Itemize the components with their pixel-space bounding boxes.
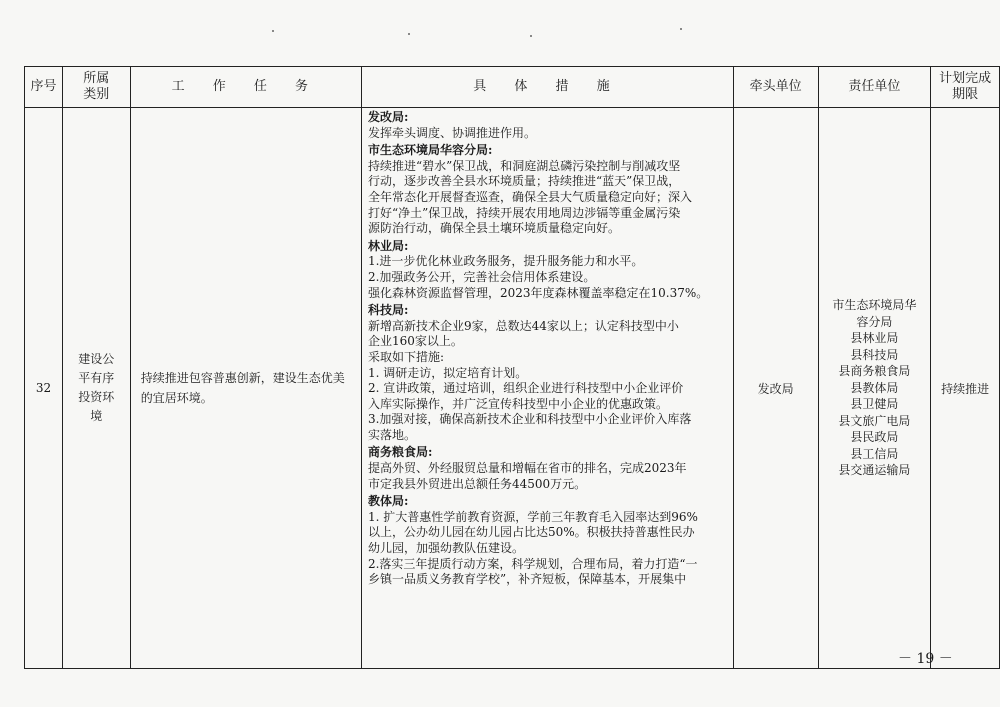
measure-line: 1. 扩大普惠性学前教育资源，学前三年教育毛入园率达到96%	[367, 509, 698, 524]
measure-line: 实落地。	[367, 427, 416, 442]
scan-speck	[272, 30, 274, 32]
responsible-unit: 县商务粮食局	[838, 364, 911, 379]
header-responsible-unit: 责任单位	[818, 67, 931, 108]
measure-heading: 商务粮食局:	[367, 445, 433, 460]
header-lead-unit: 牵头单位	[733, 67, 818, 108]
header-measures	[361, 67, 733, 108]
measure-line: 行动，逐步改善全县水环境质量；持续推进“蓝天”保卫战，	[367, 174, 681, 189]
category-line: 建设公	[78, 352, 115, 366]
measure-line: 以上，公办幼儿园在幼儿园占比达50%。积极扶持普惠性民办	[367, 525, 695, 540]
measure-line: 全年常态化开展督查巡查，确保全县大气质量稳定向好；深入	[367, 189, 692, 204]
page-number: － 19 －	[898, 651, 953, 667]
row-measures	[361, 108, 733, 669]
measure-line: 乡镇一品质义务教育学校”，补齐短板，保障基本，开展集中	[367, 572, 687, 587]
measure-line: 2. 宣讲政策，通过培训，组织企业进行科技型中小企业评价	[367, 381, 684, 396]
scan-speck	[680, 28, 682, 30]
header-category-line: 所属	[83, 71, 110, 86]
measure-heading: 科技局:	[367, 303, 409, 318]
measure-line: 2.加强政务公开，完善社会信用体系建设。	[367, 269, 596, 284]
measure-line: 1. 调研走访，拟定培育计划。	[367, 365, 528, 380]
row-lead-unit: 发改局	[733, 108, 818, 669]
measure-line: 3.加强对接，确保高新技术企业和科技型中小企业评价入库落	[367, 412, 692, 427]
responsible-unit: 县林业局	[850, 331, 899, 346]
measure-line: 幼儿园，加强幼教队伍建设。	[367, 541, 524, 556]
table-row	[25, 108, 1000, 669]
category-line: 投资环	[78, 390, 115, 404]
responsible-unit: 市生态环境局华	[832, 298, 917, 313]
header-deadline-line: 期限	[952, 87, 979, 102]
task-table	[24, 66, 1000, 669]
scan-speck	[408, 33, 410, 35]
measure-line: 持续推进“碧水”保卫战，和洞庭湖总磷污染控制与削减攻坚	[367, 158, 681, 173]
responsible-unit: 县文旅广电局	[838, 413, 911, 428]
measure-heading: 教体局:	[367, 494, 409, 509]
responsible-unit: 县科技局	[850, 347, 899, 362]
category-line: 平有序	[78, 371, 115, 385]
header-category	[62, 67, 130, 108]
row-category	[62, 108, 130, 669]
measure-line: 打好“净土”保卫战，持续开展农用地周边涉镉等重金属污染	[367, 205, 681, 220]
measure-line: 发挥牵头调度、协调推进作用。	[367, 125, 536, 140]
measure-line: 提高外贸、外经服贸总量和增幅在省市的排名，完成2023年	[367, 461, 687, 476]
scan-speck	[530, 35, 532, 37]
header-category-line: 类别	[83, 87, 110, 102]
header-number: 序号	[25, 67, 63, 108]
row-responsible-units	[818, 108, 931, 669]
responsible-units-list	[819, 297, 931, 479]
measure-line: 1.进一步优化林业政务服务，提升服务能力和水平。	[367, 254, 644, 269]
header-task-label: 工 作 任 务	[171, 79, 321, 94]
header-measures-label: 具 体 措 施	[473, 79, 622, 94]
row-deadline: 持续推进	[931, 108, 1000, 669]
responsible-unit: 县教体局	[850, 380, 899, 395]
responsible-unit: 县卫健局	[850, 397, 899, 412]
measure-line: 强化森林资源监督管理，2023年度森林覆盖率稳定在10.37%。	[367, 285, 709, 300]
measure-line: 新增高新技术企业9家，总数达44家以上；认定科技型中小	[367, 318, 679, 333]
measure-heading: 林业局:	[367, 238, 409, 253]
measure-line: 入库实际操作，并广泛宣传科技型中小企业的优惠政策。	[367, 396, 668, 411]
header-row	[25, 67, 1000, 108]
responsible-unit: 县工信局	[850, 446, 899, 461]
measure-heading: 市生态环境局华容分局:	[367, 143, 493, 158]
responsible-unit: 县民政局	[850, 430, 899, 445]
row-number: 32	[25, 108, 63, 669]
measure-line: 2.落实三年提质行动方案，科学规划，合理布局，着力打造“一	[367, 556, 698, 571]
measure-line: 源防治行动，确保全县土壤环境质量稳定向好。	[367, 221, 620, 236]
header-deadline	[931, 67, 1000, 108]
measures-list	[368, 110, 727, 588]
row-task: 持续推进包容普惠创新，建设生态优美的宜居环境。	[130, 108, 361, 669]
responsible-unit: 县交通运输局	[838, 463, 911, 478]
measure-line: 企业160家以上。	[367, 334, 463, 349]
header-task	[130, 67, 361, 108]
measure-heading: 发改局:	[367, 110, 409, 124]
header-deadline-line: 计划完成	[939, 71, 992, 86]
responsible-unit: 容分局	[856, 314, 893, 329]
measure-line: 市定我县外贸进出总额任务44500万元。	[367, 476, 587, 491]
category-line: 境	[90, 409, 103, 423]
measure-line: 采取如下措施:	[367, 349, 445, 364]
